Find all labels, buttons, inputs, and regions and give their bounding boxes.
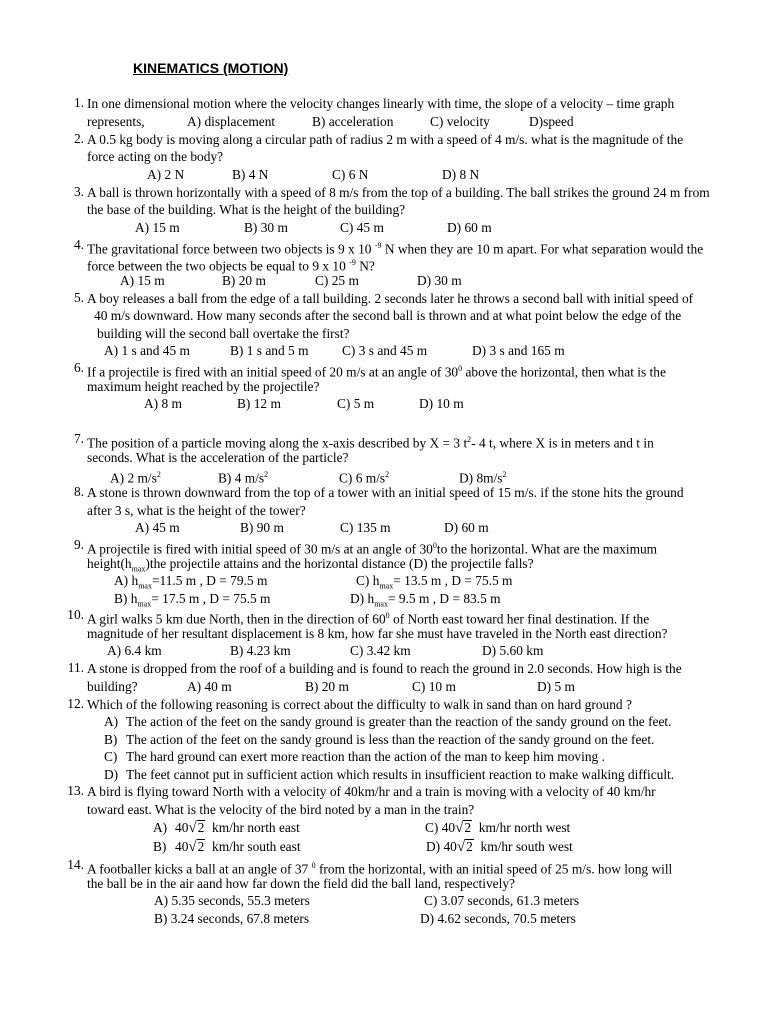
question-number: 9. <box>73 537 84 552</box>
option-text: D) 8m/s <box>459 470 503 486</box>
sqrt-symbol: √ <box>456 839 466 855</box>
question-text: A ball is thrown horizontally with a speed of 8 m/s from the top of a building. The ball strikes the ground 24 m from <box>87 184 710 200</box>
option-text: 40 <box>175 820 189 835</box>
option-text: A) 2 m/s <box>110 470 157 486</box>
option: C) 135 m <box>340 520 391 536</box>
text-fragment: height(h <box>87 555 132 571</box>
option: D)speed <box>529 113 574 129</box>
option-text: = 13.5 m , D = 75.5 m <box>393 573 513 589</box>
superscript: 0 <box>432 541 437 550</box>
option: C) velocity <box>430 113 490 129</box>
option-text: km/hr north east <box>212 820 300 835</box>
subscript: max <box>374 599 388 609</box>
option: B) 12 m <box>237 396 281 412</box>
question-text: force acting on the body? <box>87 149 224 165</box>
question-text: represents, <box>87 113 145 129</box>
option: C) 6 N <box>332 166 369 182</box>
radicand: 2 <box>466 839 473 854</box>
sqrt-symbol: √ <box>455 820 464 836</box>
option <box>104 731 654 749</box>
text-fragment: A footballer kicks a ball at an angle of 37 <box>87 861 309 877</box>
subscript: max <box>379 581 394 591</box>
option: C) 45 m <box>340 219 384 235</box>
question-number: 1. <box>73 95 84 110</box>
option-text: A) h <box>114 573 139 589</box>
option-text: km/hr south east <box>212 839 301 854</box>
text-fragment: of North east toward her final destination. If the <box>393 611 650 627</box>
question-number: 4. <box>73 236 84 252</box>
option <box>104 713 671 731</box>
option: D) 8 N <box>442 166 480 182</box>
question-text: Which of the following reasoning is correct about the difficulty to walk in sand than on hard ground ? <box>87 696 632 712</box>
option-text: km/hr north west <box>478 820 571 835</box>
option: D) 30 m <box>417 272 462 288</box>
option-text: C) h <box>356 573 380 589</box>
subscript: max <box>138 581 152 591</box>
option-letter: A) <box>153 820 168 835</box>
option-letter: B) <box>153 839 167 854</box>
question-number: 11. <box>67 660 84 675</box>
option: A) displacement <box>187 113 276 129</box>
superscript: 2 <box>467 435 472 444</box>
superscript: -9 <box>349 258 356 268</box>
subscript: max <box>137 599 152 609</box>
option: A) 1 s and 45 m <box>104 343 190 359</box>
option: D) 60 m <box>447 219 492 235</box>
radicand: 2 <box>464 820 472 835</box>
option-letter: C) <box>104 749 118 765</box>
question-text: building will the second ball overtake the first? <box>97 325 350 341</box>
subscript: max <box>131 564 146 574</box>
superscript: 0 <box>385 611 390 620</box>
text-fragment: N? <box>359 258 375 274</box>
option: A) 6.4 km <box>107 643 162 659</box>
text-fragment: )the projectile attains and the horizontal distance (D) the projectile falls? <box>145 555 534 571</box>
question-text: maximum height reached by the projectile? <box>87 378 320 394</box>
superscript: -9 <box>374 240 382 250</box>
text-fragment: - 4 t, where X is in meters and t in <box>471 435 654 451</box>
question-number: 5. <box>73 289 84 305</box>
superscript: 2 <box>385 470 390 480</box>
question-number: 2. <box>73 130 84 146</box>
superscript: 0 <box>458 364 463 373</box>
question-text: toward east. What is the velocity of the bird noted by a man in the train? <box>87 801 475 817</box>
radicand: 2 <box>197 820 205 835</box>
option <box>426 838 573 857</box>
option: A) 15 m <box>120 272 165 288</box>
question-text: after 3 s, what is the height of the tower? <box>87 502 306 518</box>
option-letter: A) <box>104 714 119 730</box>
option: D) 10 m <box>419 396 464 412</box>
question-number: 6. <box>73 360 84 375</box>
option: D) 4.62 seconds, 70.5 meters <box>420 910 576 926</box>
option: B) acceleration <box>312 113 394 129</box>
superscript: 2 <box>502 470 507 480</box>
option: B) 4.23 km <box>230 643 291 659</box>
option: D) 5 m <box>537 678 575 694</box>
option-text: B) 4 m/s <box>218 470 265 486</box>
text-fragment: force between the two objects be equal to 9 x 10 <box>87 258 346 274</box>
option: A) 40 m <box>187 678 232 694</box>
question-text: A 0.5 kg body is moving along a circular path of radius 2 m with a speed of 4 m/s. what is the magnitude of the <box>87 131 684 147</box>
superscript: 2 <box>264 470 269 480</box>
option: A) 8 m <box>144 396 182 412</box>
text-fragment: If a projectile is fired with an initial speed of 20 m/s at an angle of 30 <box>87 364 459 380</box>
option: A) 45 m <box>135 520 180 536</box>
text-fragment: from the horizontal, with an initial speed of 25 m/s. how long will <box>318 861 673 877</box>
option-text: C) 6 m/s <box>339 470 386 486</box>
sqrt-symbol: √ <box>188 820 197 836</box>
option: A) 2 N <box>147 166 185 182</box>
question-number: 7. <box>73 431 84 446</box>
option: B) 30 m <box>244 219 288 235</box>
option-letter: D) <box>104 766 119 782</box>
radicand: 2 <box>197 839 205 854</box>
option-text: = 9.5 m , D = 83.5 m <box>387 590 501 606</box>
text-fragment: A projectile is fired with initial speed of 30 m/s at an angle of 30 <box>87 541 433 557</box>
option <box>153 819 300 838</box>
text-fragment: The gravitational force between two objects is 9 x 10 <box>87 240 372 256</box>
question-number: 14. <box>67 857 84 872</box>
text-fragment: A girl walks 5 km due North, then in the direction of 60 <box>87 611 386 627</box>
question-number: 10. <box>67 607 84 622</box>
question-text: the base of the building. What is the height of the building? <box>87 202 406 218</box>
option-text: D) 40 <box>426 839 457 854</box>
option: B) 3.24 seconds, 67.8 meters <box>154 910 310 926</box>
option: C) 3.42 km <box>350 643 411 659</box>
option: B) 20 m <box>222 272 266 288</box>
option-text: The hard ground can exert more reaction than the action of the man to keep him moving . <box>126 749 605 765</box>
question-text: A stone is thrown downward from the top of a tower with an initial speed of 15 m/s. if the stone hits the ground <box>87 485 684 500</box>
question-number: 12. <box>67 695 84 711</box>
question-text: seconds. What is the acceleration of the particle? <box>87 449 349 465</box>
option-text: C) 40 <box>425 820 456 835</box>
question-text: magnitude of her resultant displacement is 8 km, how far she must have traveled in the North east direction? <box>87 625 668 641</box>
option: C) 5 m <box>337 396 375 412</box>
option <box>104 766 674 784</box>
text-fragment: N when they are 10 m apart. For what separation would the <box>384 240 704 256</box>
option-letter: B) <box>104 731 118 747</box>
question-number: 3. <box>73 183 84 199</box>
sqrt-symbol: √ <box>188 839 197 855</box>
option: B) 20 m <box>305 678 349 694</box>
question-number: 8. <box>73 484 84 499</box>
option: C) 3.07 seconds, 61.3 meters <box>424 893 580 909</box>
option-text: The action of the feet on the sandy ground is less than the reaction of the sandy ground on the feet. <box>126 731 655 747</box>
question-text: A bird is flying toward North with a velocity of 40km/hr and a train is moving with a velocity of 40 km/hr <box>87 784 656 799</box>
option: C) 25 m <box>315 272 359 288</box>
text-fragment: above the horizontal, then what is the <box>465 364 666 380</box>
option: D) 5.60 km <box>482 643 544 659</box>
question-text: A boy releases a ball from the edge of a tall building. 2 seconds later he throws a second ball with initial speed of <box>87 290 694 306</box>
question-text: 40 m/s downward. How many seconds after the second ball is thrown and at what point below the edge of the <box>94 308 682 324</box>
option <box>104 748 605 766</box>
option: A) 15 m <box>135 219 180 235</box>
option-text: D) h <box>350 590 375 606</box>
option-text: km/hr south west <box>480 839 573 854</box>
option-text: B) h <box>114 590 138 606</box>
option: C) 10 m <box>412 678 456 694</box>
option-text: The feet cannot put in sufficient action which results in insufficient reaction to make walking difficult. <box>126 766 675 782</box>
option <box>153 838 301 857</box>
option-text: =11.5 m , D = 79.5 m <box>151 573 268 589</box>
option: D) 3 s and 165 m <box>472 343 565 359</box>
question-text: A stone is dropped from the roof of a building and is found to reach the ground in 2.0 seconds. How high is the <box>87 661 682 676</box>
question-text: the ball be in the air aand how far down the field did the ball land, respectively? <box>87 875 515 891</box>
option: B) 90 m <box>240 520 284 536</box>
text-fragment: The position of a particle moving along the x-axis described by X = 3 t <box>87 435 468 451</box>
superscript: 2 <box>156 470 161 480</box>
option-text: The action of the feet on the sandy ground is greater than the reaction of the sandy ground on the feet. <box>126 714 672 730</box>
option: C) 3 s and 45 m <box>342 343 428 359</box>
option: B) 1 s and 5 m <box>230 343 309 359</box>
superscript: 0 <box>311 861 316 870</box>
question-text: building? <box>87 678 138 694</box>
page-title: KINEMATICS (MOTION) <box>133 60 289 76</box>
question-text: In one dimensional motion where the velocity changes linearly with time, the slope of a velocity – time graph <box>87 96 675 111</box>
option: D) 60 m <box>444 520 489 536</box>
option-text: = 17.5 m , D = 75.5 m <box>151 590 271 606</box>
text-fragment: to the horizontal. What are the maximum <box>436 541 658 557</box>
option: B) 4 N <box>232 166 269 182</box>
option <box>425 819 570 838</box>
question-number: 13. <box>67 783 84 798</box>
option-text: 40 <box>175 839 189 854</box>
option: A) 5.35 seconds, 55.3 meters <box>154 893 310 909</box>
